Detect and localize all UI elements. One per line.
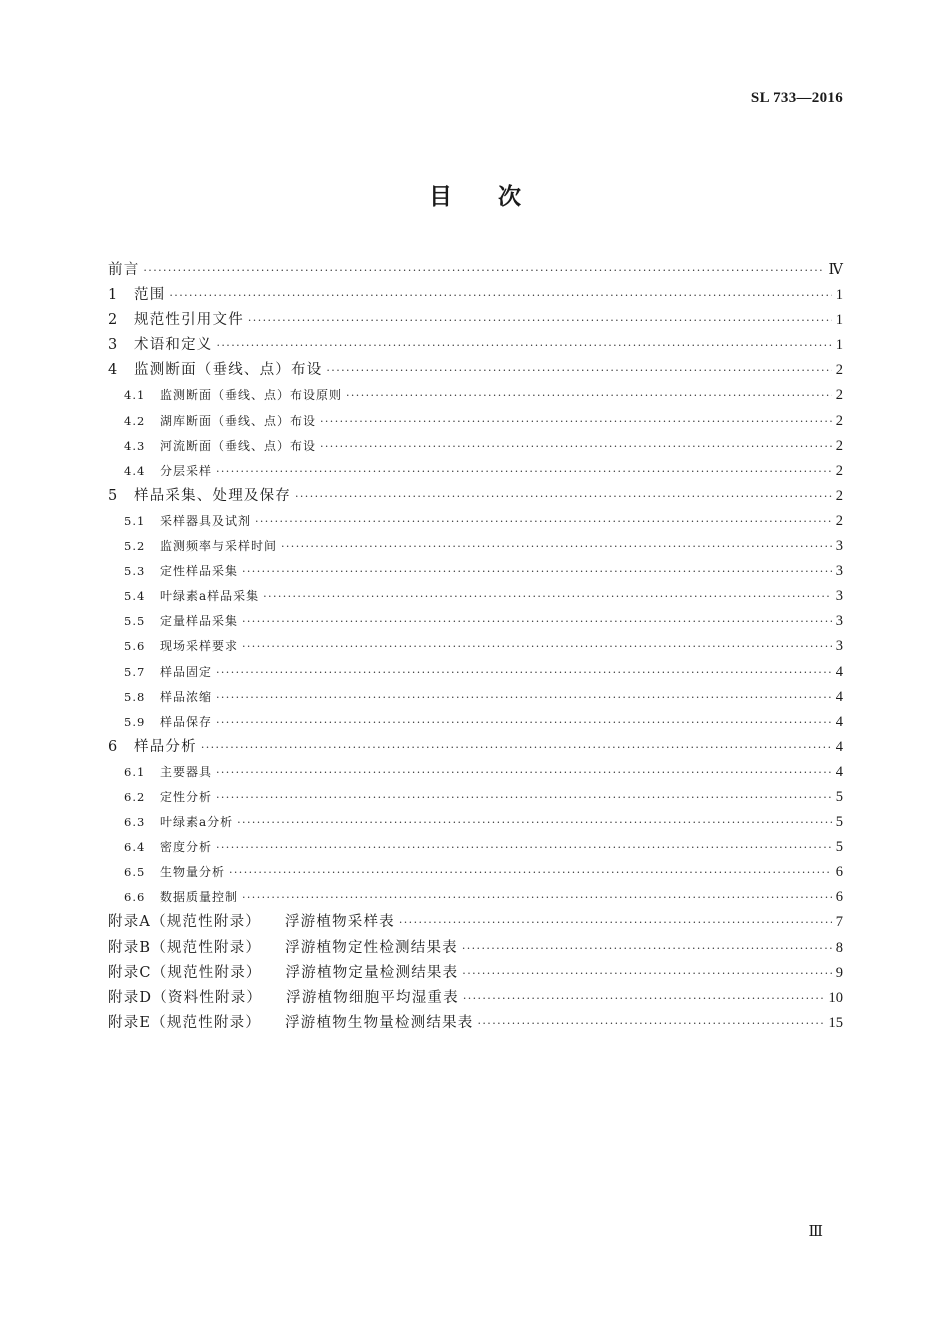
toc-dot-leader [169, 283, 831, 308]
toc-entry-title: 样品固定 [160, 664, 213, 679]
toc-page-number: 9 [835, 964, 843, 981]
toc-entry-label [124, 785, 212, 810]
toc-entry[interactable] [108, 660, 843, 685]
toc-dot-leader [242, 559, 832, 584]
toc-entry-title: 监测频率与采样时间 [160, 539, 278, 554]
toc-entry-number: 2 [108, 312, 118, 329]
toc-entry[interactable] [108, 308, 843, 333]
toc-entry[interactable] [108, 584, 843, 609]
toc-entry-number: 3 [108, 337, 118, 354]
toc-dot-leader [229, 860, 832, 885]
toc-dot-leader [463, 986, 825, 1011]
toc-entry-number: 4.3 [124, 438, 146, 453]
toc-entry-label [124, 885, 238, 910]
toc-entry-title: 监测断面（垂线、点）布设 [134, 362, 323, 379]
toc-entry-title: 样品浓缩 [160, 689, 213, 704]
toc-appendix-entry[interactable] [108, 1011, 843, 1036]
toc-page-number: 6 [835, 864, 843, 881]
toc-entry-number: 5.3 [124, 564, 146, 579]
toc-page-number: 1 [835, 337, 843, 354]
toc-page-number: 15 [828, 1014, 843, 1031]
toc-entry-number: 6.4 [124, 840, 146, 855]
toc-page-number: 2 [835, 437, 843, 454]
toc-appendix-entry[interactable] [108, 986, 843, 1011]
toc-entry-label [108, 961, 458, 986]
toc-appendix-title: 浮游植物定量检测结果表 [285, 964, 459, 981]
toc-entry[interactable] [108, 810, 843, 835]
toc-entry-label [124, 860, 225, 885]
toc-entry-title: 范围 [134, 287, 166, 304]
toc-entry-title: 前言 [108, 262, 140, 278]
toc-entry-label [124, 609, 238, 634]
toc-page-number: 2 [835, 362, 843, 379]
toc-appendix-entry[interactable] [108, 961, 843, 986]
toc-entry-label [124, 584, 259, 609]
toc-entry-title: 定性样品采集 [160, 564, 239, 579]
toc-entry[interactable] [108, 710, 843, 735]
toc-entry-label [108, 333, 213, 358]
toc-entry[interactable] [108, 735, 843, 760]
toc-entry-title: 样品分析 [134, 738, 197, 755]
toc-dot-leader [320, 409, 832, 434]
toc-page-number: 4 [835, 763, 843, 780]
toc-appendix-title: 浮游植物采样表 [284, 914, 395, 931]
toc-entry-title: 湖库断面（垂线、点）布设 [160, 413, 317, 428]
toc-page-number: 3 [835, 563, 843, 580]
toc-dot-leader [462, 961, 831, 986]
page-number: Ⅲ [808, 1224, 823, 1240]
toc-entry-label [108, 910, 395, 935]
toc-entry[interactable] [108, 258, 843, 283]
toc-entry-label [124, 835, 212, 860]
toc-title: 目次 [429, 184, 567, 210]
toc-entry-label [124, 810, 233, 835]
toc-dot-leader [248, 308, 832, 333]
toc-page-number: 2 [835, 387, 843, 404]
toc-entry-title: 密度分析 [160, 840, 213, 855]
toc-entry-number: 5.7 [124, 664, 146, 679]
toc-entry-title: 术语和定义 [134, 337, 213, 354]
toc-entry-title: 规范性引用文件 [134, 312, 244, 329]
toc-entry-label [108, 936, 458, 961]
toc-entry-label [108, 735, 197, 760]
toc-entry[interactable] [108, 785, 843, 810]
toc-entry-number: 4 [108, 362, 118, 379]
toc-entry-label [124, 559, 238, 584]
toc-page-number: 7 [835, 914, 843, 931]
toc-entry-title: 数据质量控制 [160, 890, 239, 905]
toc-entry-title: 采样器具及试剂 [160, 513, 252, 528]
toc-appendix-number: 附录E（规范性附录） [108, 1014, 262, 1031]
toc-entry-label [124, 634, 238, 659]
toc-entry-number: 6 [108, 738, 118, 755]
toc-entry-number: 5.6 [124, 639, 146, 654]
toc-entry[interactable] [108, 484, 843, 509]
toc-entry-title: 分层采样 [160, 463, 213, 478]
toc-entry-title: 监测断面（垂线、点）布设原则 [160, 388, 343, 403]
toc-entry-title: 叶绿素a分析 [160, 815, 234, 830]
toc-dot-leader [326, 358, 831, 383]
toc-appendix-title: 浮游植物细胞平均湿重表 [286, 989, 459, 1006]
toc-dot-leader [399, 910, 832, 935]
toc-entry[interactable] [108, 283, 843, 308]
toc-dot-leader [216, 459, 832, 484]
toc-entry[interactable] [108, 434, 843, 459]
toc-entry[interactable] [108, 760, 843, 785]
toc-entry-number: 6.6 [124, 890, 146, 905]
toc-entry-label [124, 459, 212, 484]
toc-page-number: 4 [835, 663, 843, 680]
toc-page-number: 2 [835, 412, 843, 429]
toc-entry-number: 6.1 [124, 764, 146, 779]
toc-entry[interactable] [108, 634, 843, 659]
toc-appendix-number: 附录B（规范性附录） [108, 939, 262, 956]
toc-page-number: 3 [835, 638, 843, 655]
document-code: SL 733—2016 [750, 90, 843, 106]
toc-entry-label [124, 409, 316, 434]
toc-entry-number: 5.4 [124, 589, 146, 604]
toc-entry-label [124, 710, 212, 735]
toc-entry[interactable] [108, 835, 843, 860]
toc-entry[interactable] [108, 609, 843, 634]
toc-entry-number: 6.3 [124, 815, 146, 830]
toc-page-number: 3 [835, 613, 843, 630]
toc-entry-label [124, 660, 212, 685]
toc-dot-leader [242, 885, 832, 910]
toc-entry-number: 5.8 [124, 689, 146, 704]
toc-entry-label [124, 434, 316, 459]
toc-page-number: 2 [835, 512, 843, 529]
toc-entry-title: 河流断面（垂线、点）布设 [160, 438, 317, 453]
toc-dot-leader [216, 785, 832, 810]
toc-appendix-number: 附录C（规范性附录） [108, 964, 262, 981]
toc-entry-number: 1 [108, 287, 118, 304]
toc-dot-leader [143, 258, 824, 283]
toc-page-number: 5 [835, 839, 843, 856]
toc-entry[interactable] [108, 885, 843, 910]
toc-dot-leader [462, 936, 832, 961]
toc-entry-title: 主要器具 [160, 764, 213, 779]
toc-entry[interactable] [108, 383, 843, 408]
toc-dot-leader [216, 660, 832, 685]
toc-entry-label [124, 509, 251, 534]
toc-entry-number: 4.2 [124, 413, 146, 428]
toc-entry-label [108, 1011, 474, 1036]
toc-dot-leader [216, 760, 832, 785]
toc-entry-number: 4.4 [124, 463, 146, 478]
toc-page-number: 3 [835, 538, 843, 555]
toc-dot-leader [478, 1011, 825, 1036]
toc-entry-title: 叶绿素a样品采集 [160, 589, 260, 604]
toc-dot-leader [201, 735, 832, 760]
toc-page-number: 1 [835, 312, 843, 329]
toc-appendix-entry[interactable] [108, 910, 843, 935]
toc-dot-leader [263, 584, 832, 609]
toc-dot-leader [281, 534, 832, 559]
toc-dot-leader [237, 810, 832, 835]
toc-entry-number: 5.2 [124, 539, 146, 554]
toc-dot-leader [216, 835, 832, 860]
toc-entry-label [108, 358, 322, 383]
toc-dot-leader [255, 509, 832, 534]
toc-entry[interactable] [108, 333, 843, 358]
toc-page-number: Ⅳ [828, 262, 843, 278]
toc-appendix-title: 浮游植物定性检测结果表 [285, 939, 458, 956]
toc-entry-number: 6.2 [124, 789, 146, 804]
toc-dot-leader [320, 434, 832, 459]
toc-entry[interactable] [108, 559, 843, 584]
toc-page-number: 5 [835, 814, 843, 831]
toc-entry-number: 5.1 [124, 513, 146, 528]
toc-page-number: 2 [835, 462, 843, 479]
toc-appendix-number: 附录D（资料性附录） [108, 989, 263, 1006]
toc-entry-label [108, 258, 139, 283]
toc-entry-number: 5.9 [124, 714, 146, 729]
toc-entry-number: 5.5 [124, 614, 146, 629]
toc-dot-leader [242, 634, 832, 659]
toc-entry[interactable] [108, 459, 843, 484]
toc-page-number: 2 [835, 487, 843, 504]
toc-page-number: 1 [835, 287, 843, 304]
toc-page-number: 3 [835, 588, 843, 605]
toc-entry-number: 6.5 [124, 865, 146, 880]
toc-entry-label [124, 383, 342, 408]
toc-page-number: 4 [835, 713, 843, 730]
toc-entry[interactable] [108, 358, 843, 383]
toc-page-number: 4 [835, 688, 843, 705]
toc-dot-leader [295, 484, 832, 509]
table-of-contents [108, 258, 843, 1036]
toc-entry-title: 现场采样要求 [160, 639, 239, 654]
toc-entry-title: 生物量分析 [160, 865, 226, 880]
toc-appendix-title: 浮游植物生物量检测结果表 [285, 1014, 474, 1031]
toc-page-number: 4 [835, 738, 843, 755]
toc-page-number: 6 [835, 889, 843, 906]
toc-dot-leader [216, 685, 832, 710]
toc-entry-label [124, 760, 212, 785]
toc-entry-title: 样品保存 [160, 714, 213, 729]
toc-dot-leader [346, 383, 832, 408]
toc-dot-leader [216, 710, 832, 735]
toc-entry[interactable] [108, 534, 843, 559]
toc-dot-leader [242, 609, 832, 634]
toc-entry-label [108, 484, 291, 509]
toc-entry-number: 5 [108, 487, 118, 504]
toc-entry-label [124, 534, 277, 559]
toc-entry-title: 定量样品采集 [160, 614, 239, 629]
toc-appendix-number: 附录A（规范性附录） [108, 914, 261, 931]
toc-entry-label [124, 685, 212, 710]
toc-appendix-entry[interactable] [108, 936, 843, 961]
toc-page-number: 5 [835, 788, 843, 805]
toc-page-number: 8 [835, 939, 843, 956]
toc-page-number: 10 [828, 989, 843, 1006]
toc-entry[interactable] [108, 685, 843, 710]
toc-entry-title: 样品采集、处理及保存 [134, 487, 291, 504]
toc-entry[interactable] [108, 860, 843, 885]
toc-entry[interactable] [108, 409, 843, 434]
toc-entry[interactable] [108, 509, 843, 534]
toc-dot-leader [217, 333, 832, 358]
toc-entry-label [108, 986, 459, 1011]
toc-entry-label [108, 308, 244, 333]
toc-entry-title: 定性分析 [160, 789, 213, 804]
toc-entry-number: 4.1 [124, 388, 146, 403]
toc-entry-label [108, 283, 165, 308]
